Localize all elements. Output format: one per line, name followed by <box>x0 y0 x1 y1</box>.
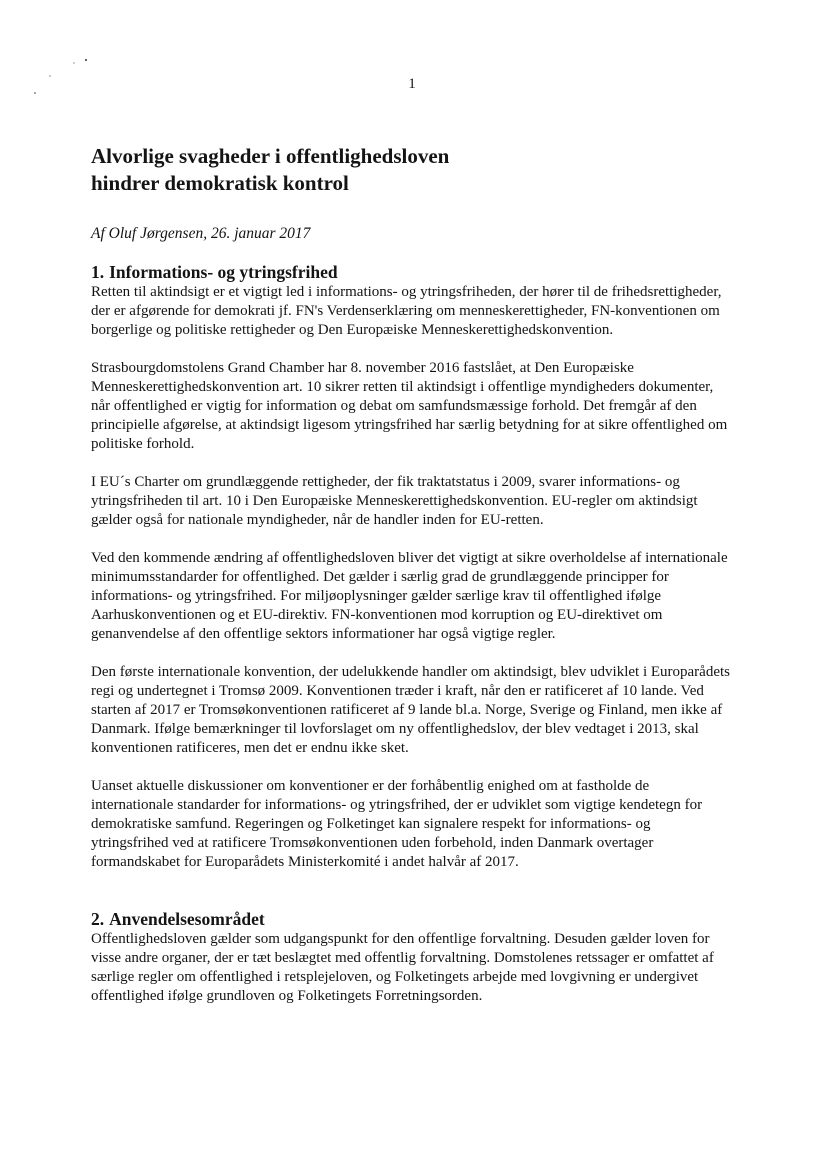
paragraph: I EU´s Charter om grundlæggende rettigheder, der fik traktatstatus i 2009, svarer informations- og ytringsfriheden til art. 10 i Den Europæiske Menneskerettighedskonvention. EU-regler om aktindsigt gælder også for nationale myndigheder, når de handler inden for EU-retten. <box>91 474 698 528</box>
section-heading <box>91 908 731 930</box>
section-number: 1. <box>91 262 105 282</box>
article-title-line-2: hindrer demokratisk kontrol <box>91 171 349 195</box>
page-number: 1 <box>408 76 416 92</box>
paragraph: Retten til aktindsigt er et vigtigt led i informations- og ytringsfriheden, der hører til de frihedsrettigheder, der er afgørende for demokrati jf. FN's Verdenserklæring om menneskerettigheder, FN-konventionen om borgerlige og politiske rettigheder og Den Europæiske Menneskerettighedskonvention. <box>91 284 722 338</box>
paragraph: Ved den kommende ændring af offentlighedsloven bliver det vigtigt at sikre overholdelse af internationale minimumsstandarder for offentlighed. Det gælder i særlig grad de grundlæggende principper for informations- og ytringsfrihed. For miljøoplysninger gælder særlige krav til offentlighed ifølge Aarhuskonventionen og et EU-direktiv. FN-konventionen mod korruption og EU-direktivet om genanvendelse af den offentlige sektors informationer har også vigtige regler. <box>91 550 728 642</box>
article-byline: Af Oluf Jørgensen, 26. januar 2017 <box>91 225 311 242</box>
section-title: Informations- og ytringsfrihed <box>109 262 338 282</box>
section-informations-og-ytringsfrihed <box>91 261 731 872</box>
scan-specks-decoration <box>30 50 100 100</box>
paragraph: Den første internationale konvention, der udelukkende handler om aktindsigt, blev udviklet i Europarådets regi og undertegnet i Tromsø 2009. Konventionen træder i kraft, når den er ratificeret af 10 lande. Ved starten af 2017 er Tromsøkonventionen ratificeret af 9 lande bl.a. Norge, Sverige og Finland, men ikke af Danmark. Ifølge bemærkninger til lovforslaget om ny offentlighedslov, der blev vedtaget i 2013, skal konventionen ratificeres, men det er endnu ikke sket. <box>91 664 730 756</box>
section-anvendelsesomraadet <box>91 908 731 1006</box>
article-title <box>91 143 731 197</box>
section-heading <box>91 261 731 283</box>
paragraph: Offentlighedsloven gælder som udgangspunkt for den offentlige forvaltning. Desuden gælder loven for visse andre organer, der er tæt beslægtet med offentlig forvaltning. Domstolenes retssager er omfattet af særlige regler om offentlighed i retsplejeloven, og Folketingets arbejde med lovgivning er undergivet offentlighed ifølge grundloven og Folketingets Forretningsorden. <box>91 931 714 1004</box>
paragraph: Strasbourgdomstolens Grand Chamber har 8. november 2016 fastslået, at Den Europæiske Menneskerettighedskonvention art. 10 sikrer retten til aktindsigt i offentlige myndigheders dokumenter, når offentlighed er vigtig for information og debat om samfundsmæssige forhold. Det fremgår af den principielle afgørelse, at aktindsigt ligesom ytringsfrihed har særlig betydning for at sikre offentlighed om politiske forhold. <box>91 360 728 452</box>
section-number: 2. <box>91 909 105 929</box>
article-body <box>91 143 731 1006</box>
article-title-line-1: Alvorlige svagheder i offentlighedsloven <box>91 144 450 168</box>
paragraph: Uanset aktuelle diskussioner om konventioner er der forhåbentlig enighed om at fastholde de internationale standarder for informations- og ytringsfrihed, der er udviklet som vigtige kendetegn for demokratiske samfund. Regeringen og Folketinget kan signalere respekt for informations- og ytringsfrihed ved at ratificere Tromsøkonventionen uden forbehold, inden Danmark overtager formandskabet for Europarådets Ministerkomité i andet halvår af 2017. <box>91 778 703 870</box>
section-title: Anvendelsesområdet <box>109 909 265 929</box>
